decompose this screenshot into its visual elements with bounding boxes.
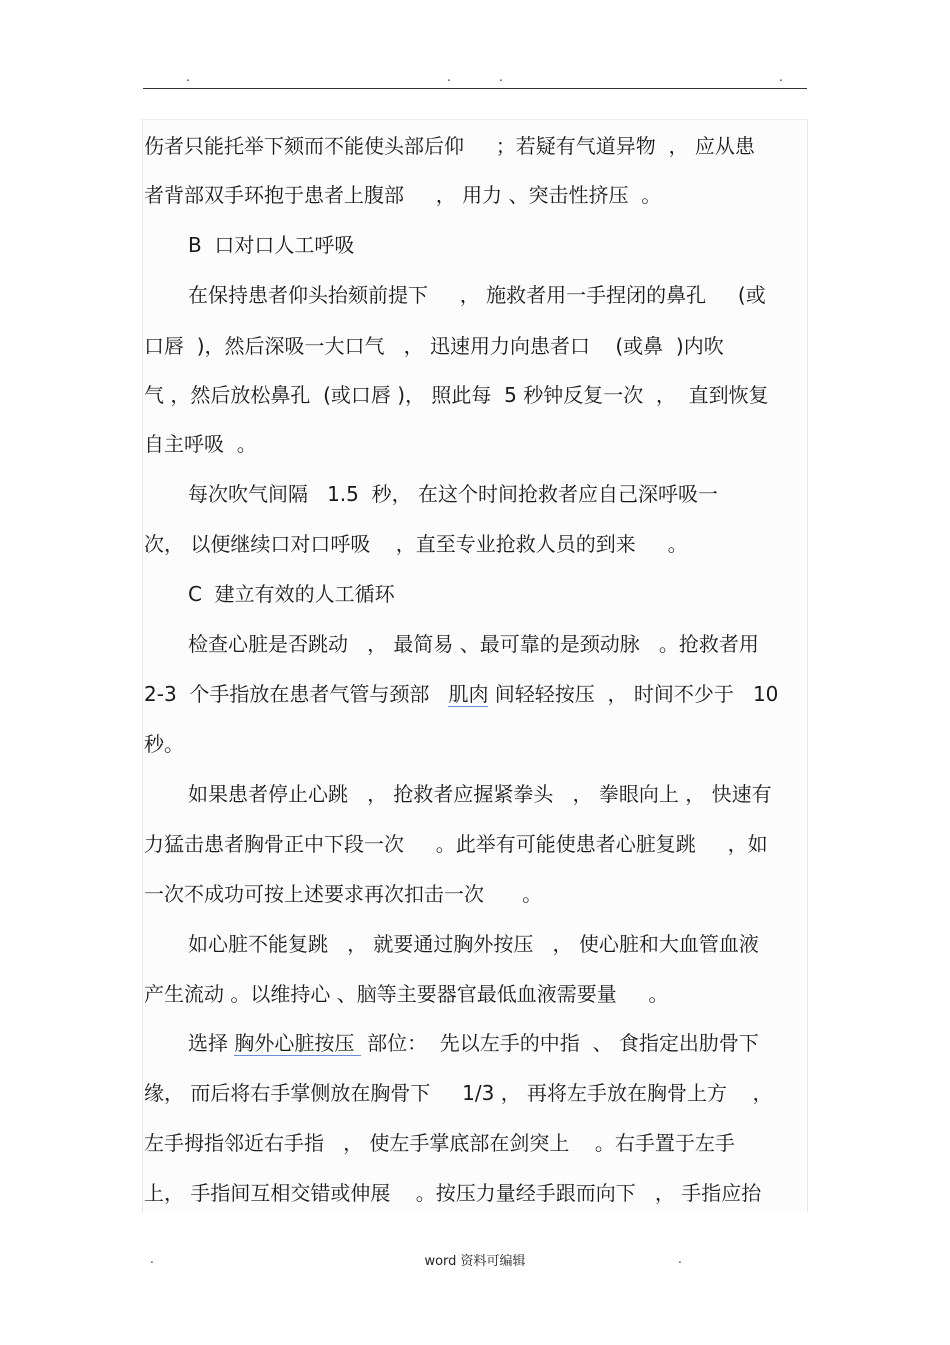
text-line: 缘， 而后将右手掌侧放在胸骨下 1/3 ， 再将左手放在胸骨上方 ， — [144, 1081, 773, 1105]
text-span: 间轻轻按压 ， 时间不少于 10 — [488, 682, 779, 706]
text-line: 口唇 )，然后深吸一大口气 ， 迅速用力向患者口 (或鼻 )内吹 — [144, 334, 724, 358]
text-line: 一次不成功可按上述要求再次扣击一次 。 — [144, 882, 543, 906]
text-span: 2-3 个手指放在患者气管与颈部 — [144, 682, 449, 706]
text-line: 自主呼吸 。 — [144, 432, 257, 456]
text-line: 上， 手指间互相交错或伸展 。按压力量经手跟而向下 ， 手指应抬 — [144, 1181, 762, 1205]
footer-label: word 资料可编辑 — [424, 1254, 526, 1269]
text-line: 在保持患者仰头抬颏前提下 ， 施救者用一手捏闭的鼻孔 (或 — [188, 283, 766, 307]
header-dot: . — [447, 70, 451, 84]
footer-dot: . — [150, 1252, 154, 1266]
text-line: 如果患者停止心跳 ， 抢救者应握紧拳头 ， 拳眼向上 ， 快速有 — [188, 782, 772, 806]
text-line: 左手拇指邻近右手指 ， 使左手掌底部在剑突上 。右手置于左手 — [144, 1131, 735, 1155]
header-dot: . — [186, 70, 190, 84]
text-line: 秒。 — [144, 732, 184, 756]
text-line: 产生流动 。以维持心 、脑等主要器官最低血液需要量 。 — [144, 982, 669, 1006]
text-line: 检查心脏是否跳动 ， 最简易 、最可靠的是颈动脉 。抢救者用 — [188, 632, 759, 656]
text-line — [144, 682, 778, 706]
text-span: 部位： 先以左手的中指 、 食指定出肋骨下 — [360, 1031, 759, 1055]
header-rule — [143, 88, 807, 89]
text-span: 选择 — [188, 1031, 235, 1055]
section-heading: C 建立有效的人工循环 — [188, 582, 395, 606]
section-heading: B 口对口人工呼吸 — [188, 233, 355, 257]
text-line: 伤者只能托举下颏而不能使头部后仰 ；若疑有气道异物 ， 应从患 — [144, 134, 755, 158]
footer-dot: . — [678, 1252, 682, 1266]
link-chest-compression[interactable]: 胸外心脏按压 — [234, 1031, 361, 1055]
header-dot: . — [499, 70, 503, 84]
text-line: 力猛击患者胸骨正中下段一次 。此举有可能使患者心脏复跳 ，如 — [144, 832, 768, 856]
text-line: 气 ，然后放松鼻孔 (或口唇 )， 照此每 5 秒钟反复一次 ， 直到恢复 — [144, 383, 769, 407]
header-dot: . — [779, 70, 783, 84]
text-line: 次， 以便继续口对口呼吸 ，直至专业抢救人员的到来 。 — [144, 532, 688, 556]
text-line: 如心脏不能复跳 ， 就要通过胸外按压 ， 使心脏和大血管血液 — [188, 932, 759, 956]
text-line: 者背部双手环抱于患者上腹部 ， 用力 、突击性挤压 。 — [144, 183, 662, 207]
text-line — [188, 1031, 759, 1055]
link-muscle[interactable]: 肌肉 — [448, 682, 489, 706]
text-line: 每次吹气间隔 1.5 秒， 在这个时间抢救者应自己深呼吸一 — [188, 482, 718, 506]
